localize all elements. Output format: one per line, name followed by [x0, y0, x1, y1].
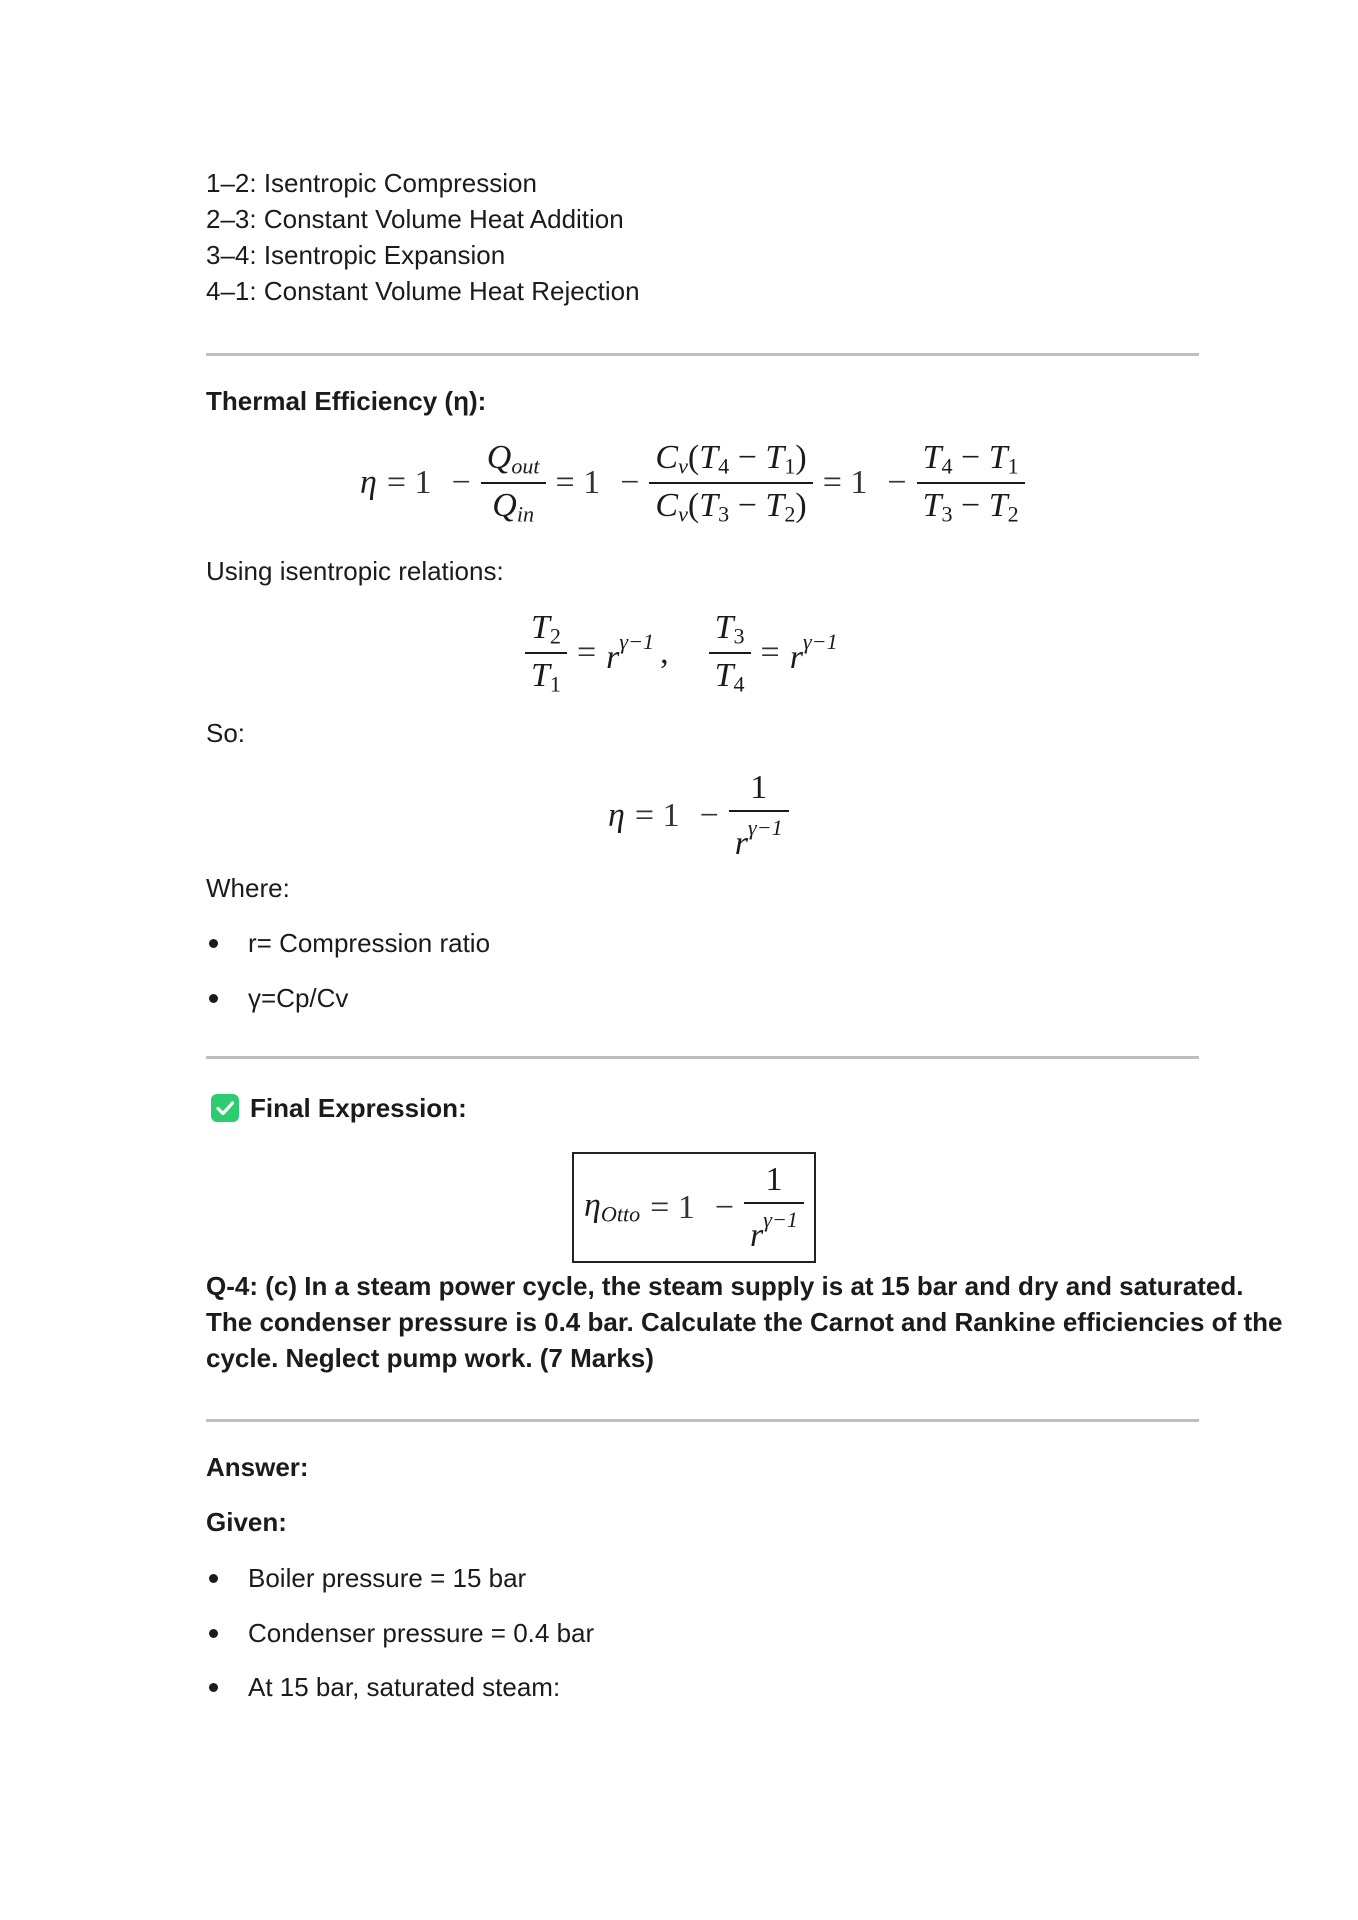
question-line: Q-4: (c) In a steam power cycle, the steam supply is at 15 bar and dry and saturated. [206, 1271, 1244, 1301]
final-heading: Final Expression: [250, 1093, 467, 1123]
given-item: Condenser pressure = 0.4 bar [248, 1618, 595, 1648]
where-item: γ=Cp/Cv [248, 983, 349, 1013]
cycle-step: 1–2: Isentropic Compression [206, 168, 537, 198]
fraction-t3-t4: $\frac{T_3}{T_4}$ [709, 610, 751, 695]
fraction-t2-t1: $\frac{T_2}{T_1}$ [525, 610, 567, 695]
so-label: So: [206, 718, 246, 748]
where-item: r= Compression ratio [248, 928, 491, 958]
isentropic-label: Using isentropic relations: [206, 556, 504, 586]
bullet-icon [209, 1574, 218, 1583]
bullet-icon [209, 1683, 218, 1692]
question-line: The condenser pressure is 0.4 bar. Calculate the Carnot and Rankine efficiencies of the [206, 1307, 1283, 1337]
cycle-step: 3–4: Isentropic Expansion [206, 240, 506, 270]
so-equation: η = 1 − $\frac{1}{r^{\gamma-1}}$ [608, 770, 789, 861]
cycle-step: 2–3: Constant Volume Heat Addition [206, 204, 624, 234]
check-icon [211, 1094, 239, 1122]
eta-symbol: η [360, 463, 377, 501]
bullet-icon [209, 1629, 218, 1638]
divider [206, 353, 1199, 356]
bullet-icon [209, 939, 218, 948]
fraction-t: $\frac{T_4 - T_1}{T_3 - T_2}$ [917, 440, 1025, 525]
divider [206, 1419, 1199, 1422]
bullet-icon [209, 994, 218, 1003]
fraction-q: $\frac{Q_{out}}{Q_{in}}$ [481, 440, 546, 525]
divider [206, 1056, 1199, 1059]
where-label: Where: [206, 873, 290, 903]
given-item: Boiler pressure = 15 bar [248, 1563, 527, 1593]
section-heading: Thermal Efficiency (η): [206, 386, 487, 416]
answer-label: Answer: [206, 1452, 309, 1482]
question-line: cycle. Neglect pump work. (7 Marks) [206, 1343, 654, 1373]
efficiency-equation: η = 1 − $\frac{Q_{out}}{Q_{in}}$ = 1 − $\frac{C_v(T_4 - T_1)}{C_v(T_3 - T_2)}$ = 1 − $\frac{T_4 - T_1}{T_3 - T_2}$ [360, 440, 1025, 525]
given-label: Given: [206, 1507, 287, 1537]
given-item: At 15 bar, saturated steam: [248, 1672, 561, 1702]
final-equation-box: $\eta_{Otto}$ = 1 − $\frac{1}{r^{\gamma-1}}$ [572, 1152, 816, 1263]
fraction-cv: $\frac{C_v(T_4 - T_1)}{C_v(T_3 - T_2)}$ [649, 440, 812, 525]
cycle-step: 4–1: Constant Volume Heat Rejection [206, 276, 640, 306]
isentropic-equation: $\frac{T_2}{T_1}$ = $r^{\gamma-1}$ , $\frac{T_3}{T_4}$ = $r^{\gamma-1}$ [525, 610, 838, 695]
